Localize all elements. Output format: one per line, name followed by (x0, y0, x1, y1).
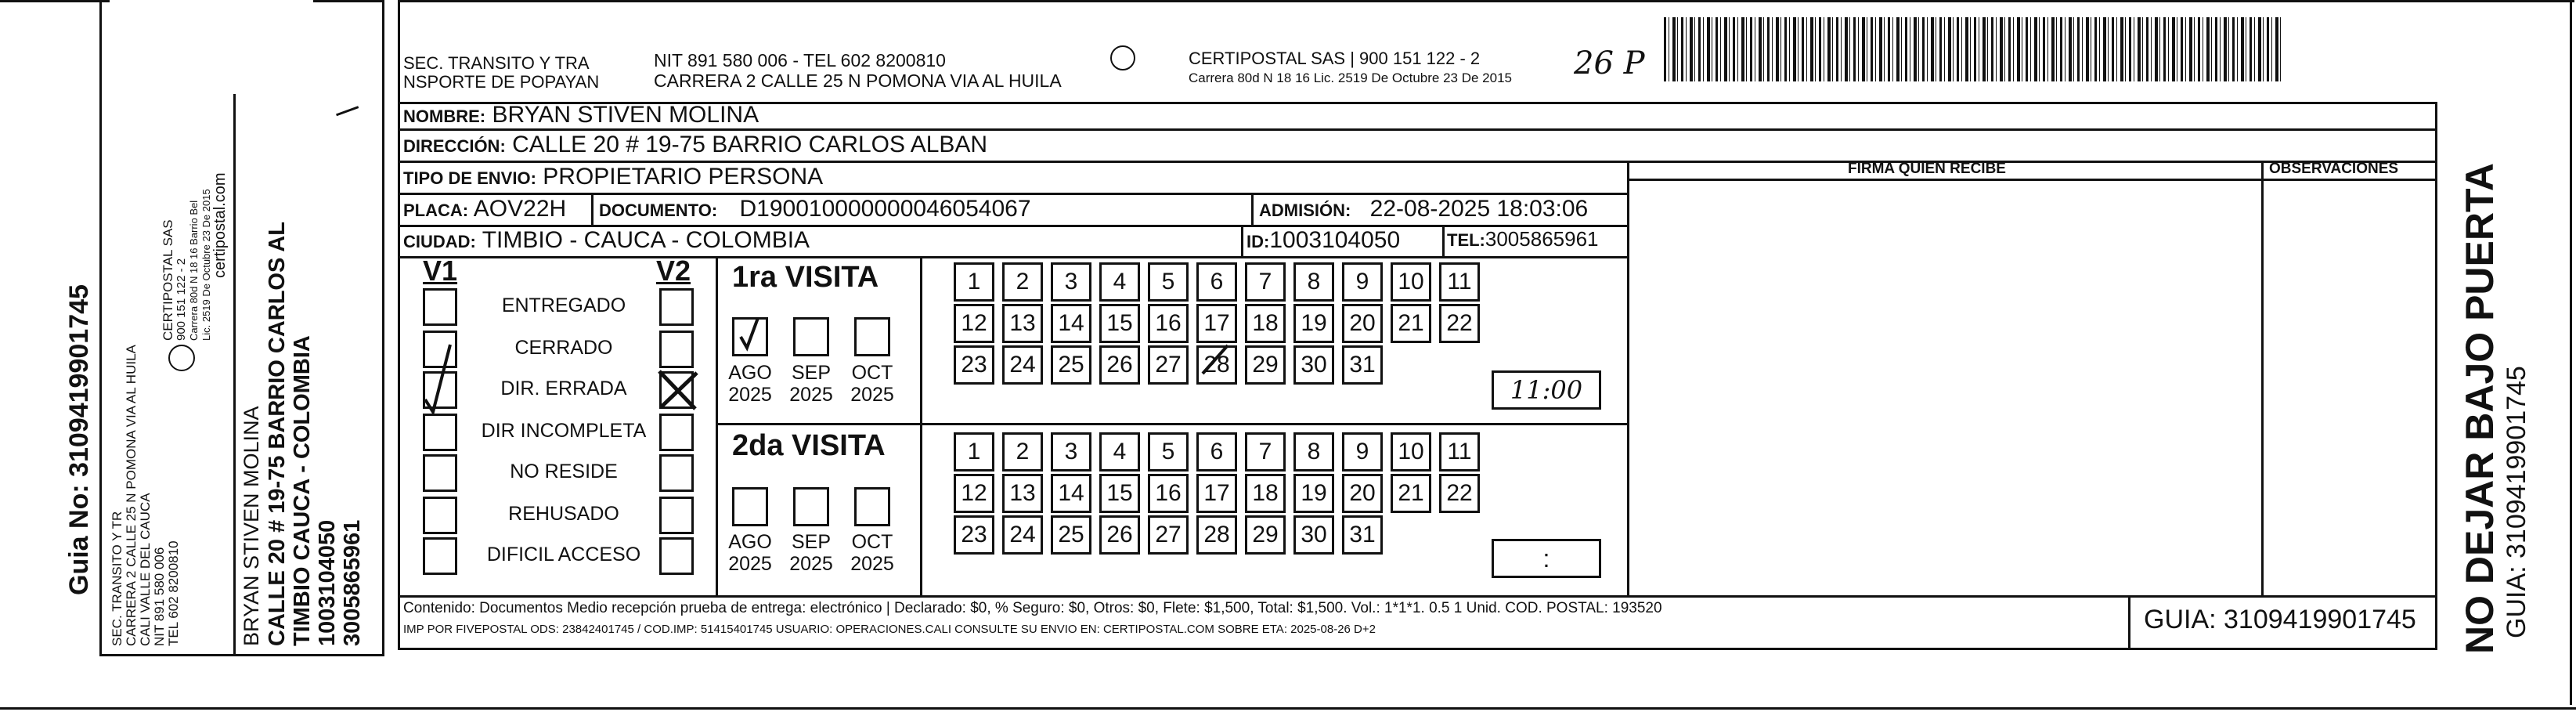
stub-divider (233, 94, 236, 656)
second-visit-day-10[interactable]: 10 (1391, 432, 1431, 472)
imp-text: IMP POR FIVEPOSTAL ODS: 23842401745 / COD.IMP: 51415401745 USUARIO: OPERACIONES.CALI CONSULTE SU ENVIO EN: CERTIPOSTAL.COM SOBRE ETA: 2025-08-26 D+2 (403, 623, 1376, 636)
second-visit-day-21[interactable]: 21 (1391, 474, 1431, 513)
second-visit-day-25[interactable]: 25 (1051, 515, 1091, 555)
first-visit-day-21[interactable]: 21 (1391, 304, 1431, 343)
first-visit-day-17[interactable]: 17 (1196, 304, 1237, 343)
second-visit-day-4[interactable]: 4 (1099, 432, 1140, 472)
second-visit-day-15[interactable]: 15 (1099, 474, 1140, 513)
second-visit-day-28[interactable]: 28 (1196, 515, 1237, 555)
second-visit-time-box[interactable]: : (1492, 539, 1601, 578)
first-visit-month-oct-box[interactable] (854, 317, 890, 356)
documento-field: DOCUMENTO: D190010000000046054067 (599, 196, 1031, 222)
first-visit-day-18[interactable]: 18 (1245, 304, 1286, 343)
v2-checkbox-no-reside[interactable] (659, 454, 694, 492)
footer-guia-divider (2128, 597, 2130, 650)
first-visit-day-4[interactable]: 4 (1099, 262, 1140, 302)
first-visit-day-8[interactable]: 8 (1293, 262, 1334, 302)
first-visit-day-20[interactable]: 20 (1342, 304, 1383, 343)
direccion-field: DIRECCIÓN: CALLE 20 # 19-75 BARRIO CARLOS ALBAN (403, 132, 988, 157)
stub-right-border (382, 0, 384, 656)
side-guia: GUIA: 3109419901745 (2502, 366, 2531, 638)
firma-left-border (1627, 161, 1629, 597)
second-visit-day-26[interactable]: 26 (1099, 515, 1140, 555)
first-visit-day-23[interactable]: 23 (954, 345, 994, 385)
handwritten-x-icon (655, 367, 702, 414)
first-visit-day-12[interactable]: 12 (954, 304, 994, 343)
header-address: CARRERA 2 CALLE 25 N POMONA VIA AL HUILA (654, 70, 1062, 91)
firma-obs-divider (2261, 161, 2264, 597)
second-visit-day-27[interactable]: 27 (1148, 515, 1189, 555)
bottom-edge (0, 707, 2576, 710)
stub-top-edge (313, 0, 384, 2)
first-visit-day-10[interactable]: 10 (1391, 262, 1431, 302)
v1-checkbox-dificil-acceso[interactable] (423, 537, 457, 575)
v1-checkbox-entregado[interactable] (423, 288, 457, 326)
first-visit-month-oct: OCT 2025 (850, 362, 894, 406)
first-visit-day-16[interactable]: 16 (1148, 304, 1189, 343)
first-visit-month-sep: SEP 2025 (789, 362, 833, 406)
second-visit-day-29[interactable]: 29 (1245, 515, 1286, 555)
form-top-edge (398, 0, 2574, 2)
option-entregado: ENTREGADO (501, 294, 626, 316)
first-visit-day-2[interactable]: 2 (1002, 262, 1043, 302)
id-divider (1241, 225, 1243, 256)
first-visit-title: 1ra VISITA (732, 261, 879, 294)
header-certipostal: CERTIPOSTAL SAS | 900 151 122 - 2 (1189, 49, 1481, 68)
v2-checkbox-dir-incompleta[interactable] (659, 414, 694, 451)
second-visit-day-5[interactable]: 5 (1148, 432, 1189, 472)
second-visit-title: 2da VISITA (732, 429, 886, 462)
first-visit-day-14[interactable]: 14 (1051, 304, 1091, 343)
header-sender-2: NSPORTE DE POPAYAN (403, 72, 600, 92)
contenido-text: Contenido: Documentos Medio recepción prueba de entrega: electrónico | Declarado: $0, % Seguro: $0, Otros: $0, Flete: $1,500, Total: $1,500. Vol.: 1*1*1. 0.5 1 Unid. COD. POSTAL: 193520 (403, 600, 1662, 616)
options-divider (716, 256, 718, 597)
footer-guia: GUIA: 3109419901745 (2144, 605, 2416, 634)
ciudad-field: CIUDAD: TIMBIO - CAUCA - COLOMBIA (403, 227, 810, 253)
first-visit-day-6[interactable]: 6 (1196, 262, 1237, 302)
v1-label: V1 (423, 255, 458, 287)
v2-checkbox-dificil-acceso[interactable] (659, 537, 694, 575)
first-visit-day-11[interactable]: 11 (1439, 262, 1480, 302)
second-visit-day-3[interactable]: 3 (1051, 432, 1091, 472)
second-visit-month-oct-box[interactable] (854, 487, 890, 526)
header-cert-address: Carrera 80d N 18 16 Lic. 2519 De Octubre 23 De 2015 (1189, 70, 1512, 85)
first-visit-day-3[interactable]: 3 (1051, 262, 1091, 302)
scribble-mark (336, 106, 361, 122)
first-visit-day-29[interactable]: 29 (1245, 345, 1286, 385)
option-cerrado: CERRADO (514, 337, 613, 359)
second-visit-day-31[interactable]: 31 (1342, 515, 1383, 555)
tel-divider (1442, 225, 1445, 256)
second-visit-day-8[interactable]: 8 (1293, 432, 1334, 472)
first-visit-time-box[interactable]: 11:00 (1492, 370, 1601, 410)
first-visit-day-31[interactable]: 31 (1342, 345, 1383, 385)
option-dificil-acceso: DIFICIL ACCESO (486, 544, 641, 565)
v2-label: V2 (656, 255, 691, 287)
second-visit-day-16[interactable]: 16 (1148, 474, 1189, 513)
second-visit-month-ago: AGO 2025 (728, 531, 772, 575)
row-line-5 (398, 256, 1627, 258)
tipo-envio-field: TIPO DE ENVIO: PROPIETARIO PERSONA (403, 164, 824, 190)
stub-website: certipostal.com (211, 172, 229, 278)
second-visit-month-sep-box[interactable] (793, 487, 829, 526)
second-visit-day-19[interactable]: 19 (1293, 474, 1334, 513)
second-visit-day-9[interactable]: 9 (1342, 432, 1383, 472)
v1-checkbox-no-reside[interactable] (423, 454, 457, 492)
second-visit-day-20[interactable]: 20 (1342, 474, 1383, 513)
row-line-3 (398, 193, 1627, 195)
second-visit-month-sep: SEP 2025 (789, 531, 833, 575)
first-visit-day-27[interactable]: 27 (1148, 345, 1189, 385)
second-visit-month-ago-box[interactable] (732, 487, 768, 526)
header-nit: NIT 891 580 006 - TEL 602 8200810 (654, 50, 946, 70)
first-visit-day-22[interactable]: 22 (1439, 304, 1480, 343)
v1-checkbox-rehusado[interactable] (423, 497, 457, 534)
option-dir-incompleta: DIR INCOMPLETA (481, 420, 647, 442)
first-visit-day-28[interactable]: 28 (1196, 345, 1237, 385)
nombre-field: NOMBRE: BRYAN STIVEN MOLINA (403, 102, 759, 128)
placa-field: PLACA: AOV22H (403, 196, 567, 222)
second-visit-month-oct: OCT 2025 (850, 531, 894, 575)
right-edge (2570, 0, 2572, 705)
second-visit-day-14[interactable]: 14 (1051, 474, 1091, 513)
first-visit-day-26[interactable]: 26 (1099, 345, 1140, 385)
first-visit-day-5[interactable]: 5 (1148, 262, 1189, 302)
top-edge-left (0, 0, 110, 2)
first-visit-month-ago: AGO 2025 (728, 362, 772, 406)
first-visit-day-19[interactable]: 19 (1293, 304, 1334, 343)
first-visit-day-1[interactable]: 1 (954, 262, 994, 302)
column-header-line (1627, 179, 2437, 181)
first-visit-day-25[interactable]: 25 (1051, 345, 1091, 385)
first-visit-day-24[interactable]: 24 (1002, 345, 1043, 385)
row-line-2 (398, 161, 2437, 163)
observaciones-header: OBSERVACIONES (2269, 161, 2399, 177)
certipostal-header-logo-icon (1110, 45, 1135, 70)
certipostal-logo-icon (168, 345, 195, 371)
placa-divider (591, 193, 593, 225)
tel-field: TEL:3005865961 (1447, 227, 1599, 251)
admision-divider (1251, 193, 1254, 225)
side-warning: NO DEJAR BAJO PUERTA (2458, 163, 2502, 654)
stub-guia-label: Guia No: 3109419901745 (64, 284, 94, 595)
stub-border (99, 654, 384, 656)
second-visit-day-6[interactable]: 6 (1196, 432, 1237, 472)
header-sender-1: SEC. TRANSITO Y TRA (403, 53, 590, 73)
visit-bottom-line (398, 595, 2437, 598)
v2-checkbox-cerrado[interactable] (659, 331, 694, 368)
barcode (1664, 17, 2282, 81)
stub-left-border (99, 0, 102, 656)
admision-field: ADMISIÓN: 22-08-2025 18:03:06 (1259, 196, 1589, 222)
v2-checkbox-entregado[interactable] (659, 288, 694, 326)
second-visit-day-18[interactable]: 18 (1245, 474, 1286, 513)
handwritten-note: 26 P (1574, 45, 1645, 81)
firma-header: FIRMA QUIEN RECIBE (1848, 161, 2006, 177)
second-visit-day-11[interactable]: 11 (1439, 432, 1480, 472)
row-line-1 (398, 128, 2437, 131)
first-visit-day-15[interactable]: 15 (1099, 304, 1140, 343)
second-visit-day-12[interactable]: 12 (954, 474, 994, 513)
visits-divider (716, 423, 1627, 425)
second-visit-day-2[interactable]: 2 (1002, 432, 1043, 472)
first-visit-day-13[interactable]: 13 (1002, 304, 1043, 343)
first-visit-check-icon (734, 315, 769, 354)
second-visit-day-30[interactable]: 30 (1293, 515, 1334, 555)
obs-right-border (2435, 102, 2437, 650)
handwritten-check-icon (419, 337, 466, 415)
option-rehusado: REHUSADO (508, 503, 619, 525)
first-visit-day-7[interactable]: 7 (1245, 262, 1286, 302)
second-visit-day-7[interactable]: 7 (1245, 432, 1286, 472)
option-dir-errada: DIR. ERRADA (500, 378, 627, 399)
months-divider (920, 256, 922, 597)
second-visit-day-17[interactable]: 17 (1196, 474, 1237, 513)
id-field: ID:1003104050 (1247, 227, 1401, 253)
first-visit-day-30[interactable]: 30 (1293, 345, 1334, 385)
v2-checkbox-rehusado[interactable] (659, 497, 694, 534)
v1-checkbox-dir-incompleta[interactable] (423, 414, 457, 451)
second-visit-day-24[interactable]: 24 (1002, 515, 1043, 555)
second-visit-day-23[interactable]: 23 (954, 515, 994, 555)
option-no-reside: NO RESIDE (510, 461, 618, 482)
day-28-mark-icon (1196, 339, 1243, 386)
second-visit-day-1[interactable]: 1 (954, 432, 994, 472)
first-visit-month-sep-box[interactable] (793, 317, 829, 356)
second-visit-day-13[interactable]: 13 (1002, 474, 1043, 513)
first-visit-day-9[interactable]: 9 (1342, 262, 1383, 302)
second-visit-day-22[interactable]: 22 (1439, 474, 1480, 513)
